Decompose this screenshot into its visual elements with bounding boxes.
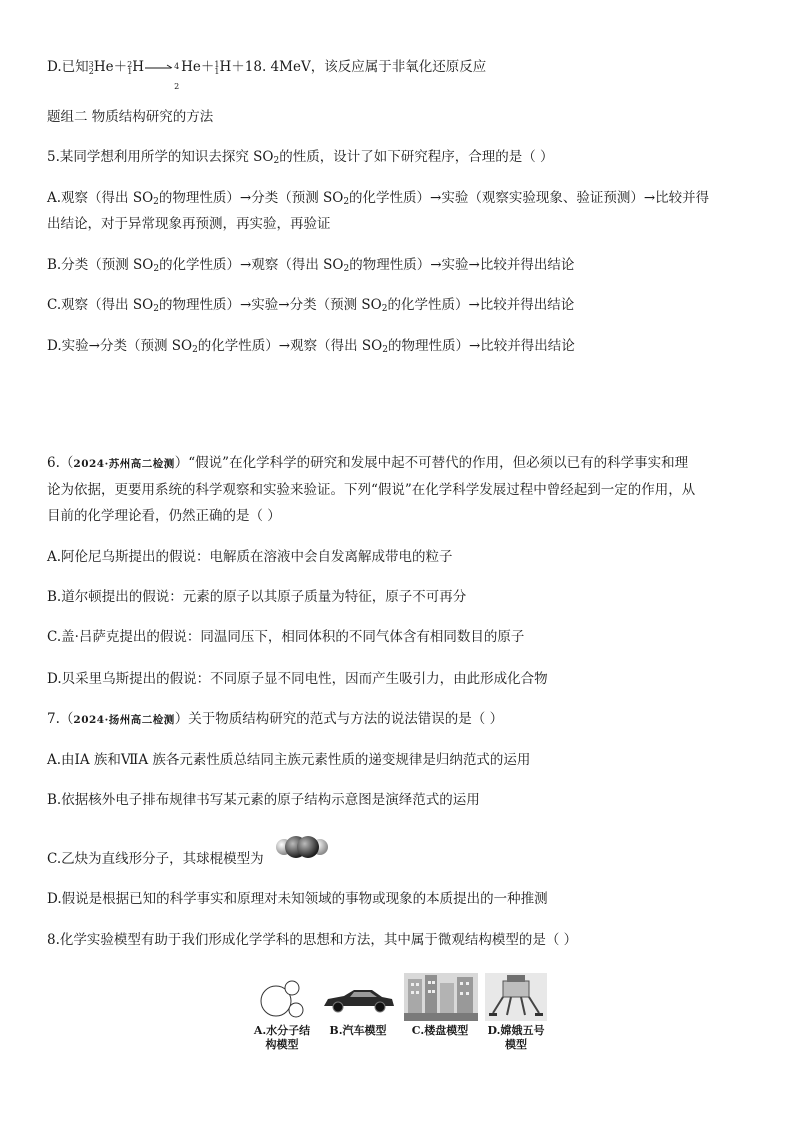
q5-option-c: C.观察（得出 $SO_2$的物理性质）→实验→分类（预测 $SO_2$的化学性质）→比较并得出结论 [47,297,575,314]
q7-option-d: D.假说是根据已知的科学事实和原理对未知领域的事物或现象的本质提出的一种推测 [47,891,548,907]
q7-option-c: C.乙炔为直线形分子，其球棍模型为 [47,851,264,867]
q6-stem-3: 目前的化学理论看，仍然正确的是（ ） [47,508,281,524]
q7-option-b: B.依据核外电子排布规律书写某元素的原子结构示意图是演绎范式的运用 [47,792,480,808]
building-model-figure [404,973,478,1021]
q5-option-a: A.观察（得出 $SO_2$的物理性质）→分类（预测 $SO_2$的化学性质）→实验（观察实验现象、验证预测）→比较并得 [47,190,710,207]
q6-option-b: B.道尔顿提出的假说：元素的原子以其原子质量为特征，原子不可再分 [47,589,467,605]
q7-source: 2024·扬州高二检测 [73,714,175,726]
change5-lander-model-figure [485,973,547,1021]
q4d-prefix: D.已知 [47,59,89,75]
q5-option-b: B.分类（预测 $SO_2$的化学性质）→观察（得出 $SO_2$的物理性质）→实验→比较并得出结论 [47,257,575,274]
q6-option-c: C.盖·吕萨克提出的假说：同温同压下，相同体积的不同气体含有相同数目的原子 [47,629,525,645]
nuclide-h1: $^1_1$ [214,60,220,76]
q5-option-a-cont: 出结论，对于异常现象再预测，再实验，再验证 [47,216,331,232]
q8-caption-a: A.水分子结 构模型 [253,1024,311,1051]
q6-source: 2024·苏州高二检测 [73,458,175,470]
q6-option-d: D.贝采里乌斯提出的假说：不同原子显不同电性，因而产生吸引力，由此形成化合物 [47,671,548,687]
q7-option-a: A.由ⅠA 族和ⅦA 族各元素性质总结同主族元素性质的递变规律是归纳范式的运用 [47,752,531,768]
q7-stem: 7.（2024·扬州高二检测）关于物质结构研究的范式与方法的说法错误的是（ ） [47,711,504,727]
q6-stem-1: 6.（2024·苏州高二检测）“假说”在化学科学的研究和发展中起不可替代的作用，但必须以已有的科学事实和理 [47,455,689,471]
q6-option-a: A.阿伦尼乌斯提出的假说：电解质在溶液中会自发离解成带电的粒子 [47,549,453,565]
q5-stem: 5.某同学想利用所学的知识去探究 $SO_2$的性质，设计了如下研究程序，合理的是（ ） [47,149,554,166]
c-atom-right [297,836,319,858]
q8-caption-c: C.楼盘模型 [411,1024,469,1037]
nuclide-he3: $^3_2$ [88,60,94,76]
h1-symbol: H [219,59,232,75]
car-model-figure [320,986,396,1014]
q8-caption-b: B.汽车模型 [329,1024,387,1037]
he3-symbol: He [93,59,114,75]
acetylene-ball-stick-model [274,832,330,862]
q4d-energy-text: ＋18. 4MeV，该反应属于非氧化还原反应 [231,59,487,75]
water-molecule-model-figure [256,977,316,1019]
nuclide-h2: $^2_1$ [127,60,133,76]
q4-option-d: D.已知$^3_2$He＋$^2_1$H 4 2 He＋$^1_1$H＋18. 4MeV，该反应属于非氧化还原反应 [47,59,487,91]
he4-symbol: He [181,59,201,75]
reaction-arrow [144,57,174,77]
q8-caption-d: D.嫦娥五号 模型 [487,1024,545,1051]
plus-sign: ＋ [113,59,128,75]
q6-stem-2: 论为依据，更要用系统的科学观察和实验来验证。下列“假说”在化学科学发展过程中曾经起到一定的作用，从 [47,482,696,498]
plus-sign-2: ＋ [200,59,215,75]
q5-option-d: D.实验→分类（预测 $SO_2$的化学性质）→观察（得出 $SO_2$的物理性质）→比较并得出结论 [47,338,575,355]
h2-symbol: H [132,59,145,75]
section-heading: 题组二 物质结构研究的方法 [47,109,214,125]
q8-stem: 8.化学实验模型有助于我们形成化学学科的思想和方法，其中属于微观结构模型的是（ ） [47,932,578,948]
